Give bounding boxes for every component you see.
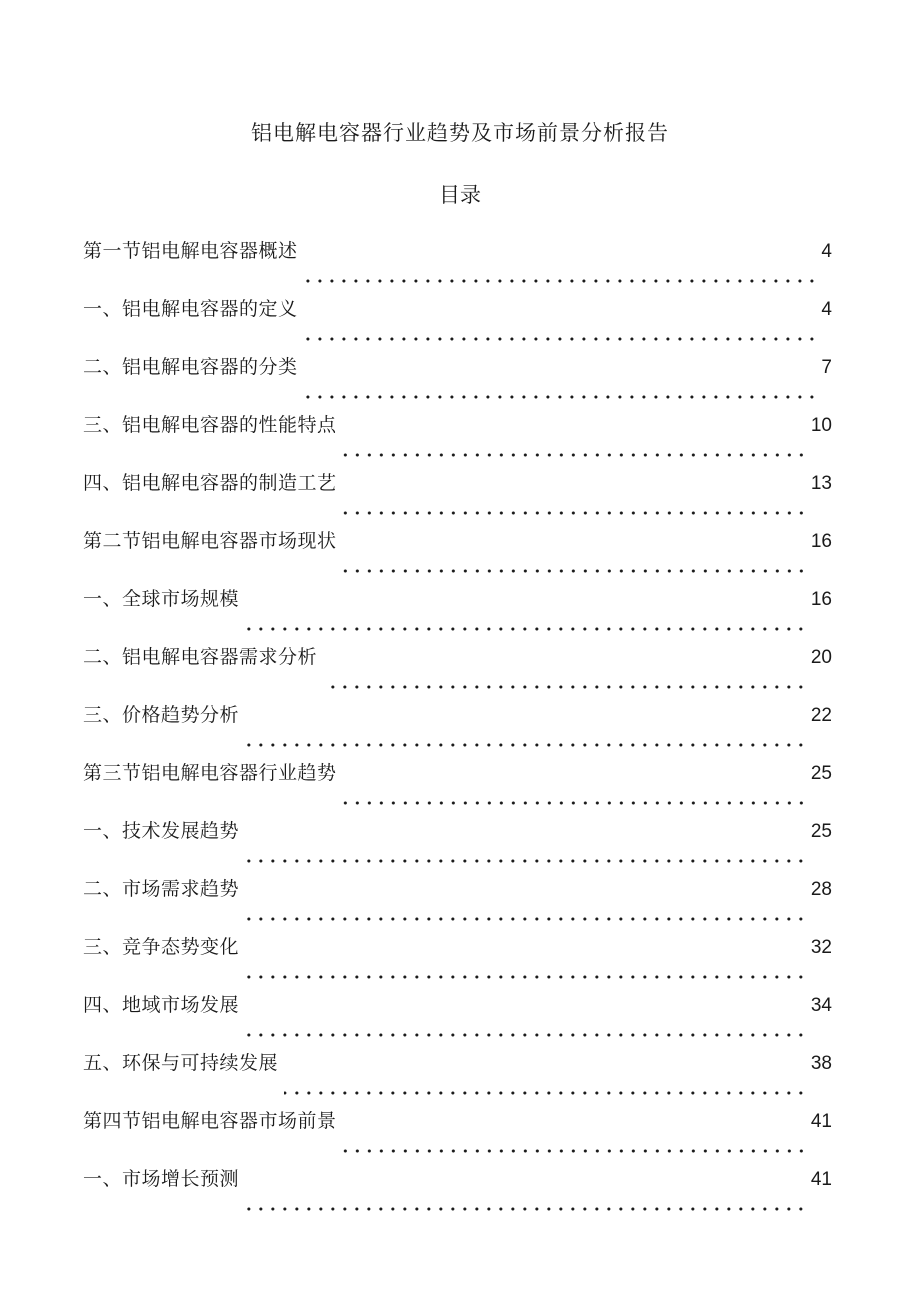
toc-page-number: 25	[810, 763, 832, 784]
toc-dot-leader	[245, 914, 807, 924]
toc-entry-title: 第二节铝电解电容器市场现状	[83, 530, 337, 552]
toc-entry-title: 四、地域市场发展	[83, 994, 240, 1016]
toc-dot-leader	[304, 392, 818, 402]
toc-entry-title: 二、市场需求趋势	[83, 878, 240, 900]
toc-dot-leader	[343, 566, 807, 576]
toc-page-number: 16	[810, 589, 832, 610]
toc-entry-title: 三、竞争态势变化	[83, 936, 240, 958]
toc-page-number: 4	[821, 241, 832, 262]
toc-page-number: 7	[821, 357, 832, 378]
toc-entry-title: 一、铝电解电容器的定义	[83, 298, 298, 320]
toc-page-number: 16	[810, 531, 832, 552]
toc-dot-leader	[245, 972, 807, 982]
toc-entry[interactable]	[83, 700, 832, 758]
toc-dot-leader	[245, 624, 807, 634]
document-title: 铝电解电容器行业趋势及市场前景分析报告	[251, 121, 669, 145]
toc-entry[interactable]	[83, 932, 832, 990]
toc-dot-leader	[284, 1088, 807, 1098]
toc-entry-title: 三、铝电解电容器的性能特点	[83, 414, 337, 436]
toc-entry[interactable]	[83, 584, 832, 642]
toc-entry-title: 一、市场增长预测	[83, 1168, 240, 1190]
toc-entry[interactable]	[83, 874, 832, 932]
toc-entry-title: 四、铝电解电容器的制造工艺	[83, 472, 337, 494]
toc-entry-title: 第四节铝电解电容器市场前景	[83, 1110, 337, 1132]
toc-page-number: 38	[810, 1053, 832, 1074]
toc-page-number: 34	[810, 995, 832, 1016]
toc-page-number: 13	[810, 473, 832, 494]
toc-entry[interactable]	[83, 236, 832, 294]
toc-entry-title: 第三节铝电解电容器行业趋势	[83, 762, 337, 784]
toc-entry[interactable]	[83, 1048, 832, 1106]
toc-dot-leader	[343, 1146, 807, 1156]
toc-page-number: 20	[810, 647, 832, 668]
toc-page-number: 10	[810, 415, 832, 436]
toc-dot-leader	[245, 740, 807, 750]
toc-page-number: 25	[810, 821, 832, 842]
toc-dot-leader	[304, 334, 818, 344]
toc-dot-leader	[245, 856, 807, 866]
toc-dot-leader	[343, 508, 807, 518]
toc-entry[interactable]	[83, 758, 832, 816]
toc-dot-leader	[245, 1030, 807, 1040]
toc-entry-title: 一、技术发展趋势	[83, 820, 240, 842]
toc-entry[interactable]	[83, 816, 832, 874]
toc-entry[interactable]	[83, 352, 832, 410]
toc-entry-title: 三、价格趋势分析	[83, 704, 240, 726]
toc-entry-title: 二、铝电解电容器的分类	[83, 356, 298, 378]
toc-page-number: 22	[810, 705, 832, 726]
table-of-contents	[83, 236, 832, 1222]
toc-entry[interactable]	[83, 1164, 832, 1222]
toc-dot-leader	[343, 798, 807, 808]
toc-entry[interactable]	[83, 526, 832, 584]
toc-entry[interactable]	[83, 990, 832, 1048]
toc-entry-title: 二、铝电解电容器需求分析	[83, 646, 318, 668]
toc-entry[interactable]	[83, 468, 832, 526]
toc-entry[interactable]	[83, 642, 832, 700]
toc-entry[interactable]	[83, 1106, 832, 1164]
toc-entry-title: 五、环保与可持续发展	[83, 1052, 279, 1074]
toc-dot-leader	[304, 276, 818, 286]
toc-entry-title: 第一节铝电解电容器概述	[83, 240, 298, 262]
toc-dot-leader	[343, 450, 807, 460]
toc-entry-title: 一、全球市场规模	[83, 588, 240, 610]
toc-entry[interactable]	[83, 410, 832, 468]
toc-page-number: 4	[821, 299, 832, 320]
toc-page-number: 41	[810, 1169, 832, 1190]
toc-page-number: 32	[810, 937, 832, 958]
toc-dot-leader	[323, 682, 807, 692]
toc-page-number: 41	[810, 1111, 832, 1132]
toc-heading: 目录	[439, 183, 481, 207]
toc-entry[interactable]	[83, 294, 832, 352]
toc-dot-leader	[245, 1204, 807, 1214]
toc-page-number: 28	[810, 879, 832, 900]
